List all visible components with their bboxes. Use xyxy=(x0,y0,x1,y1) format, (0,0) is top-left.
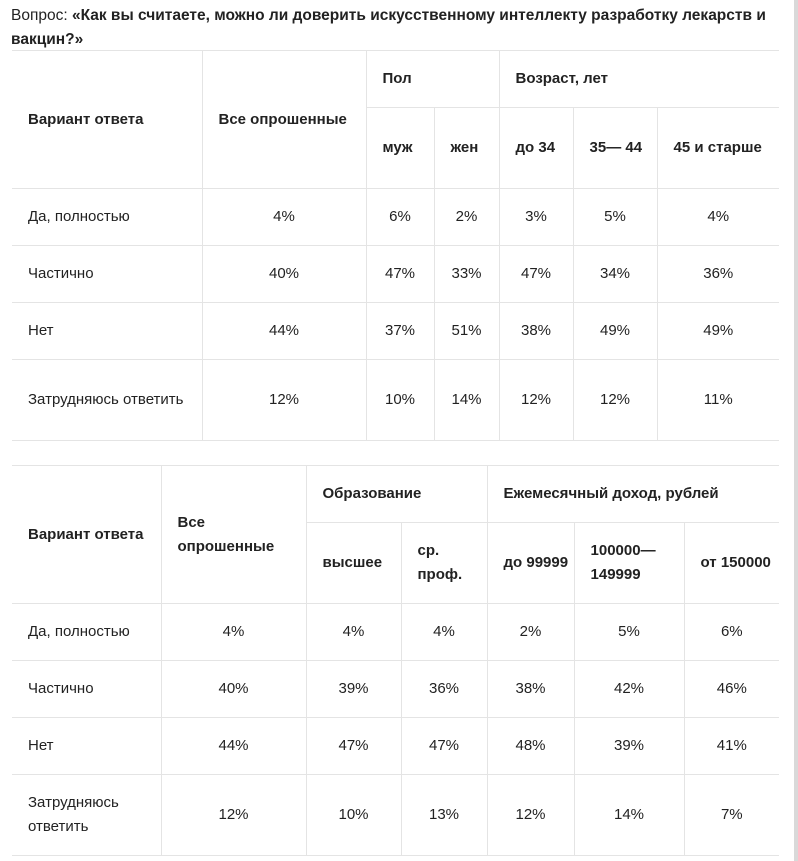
cell: 12% xyxy=(202,360,366,441)
cell: 47% xyxy=(499,246,573,303)
cell: 7% xyxy=(684,775,779,856)
header-age-under34: до 34 xyxy=(499,108,573,189)
cell: 12% xyxy=(161,775,306,856)
cell: 10% xyxy=(306,775,401,856)
table-education-income xyxy=(12,465,779,856)
header-all: Все опрошенные xyxy=(161,466,306,604)
table-row xyxy=(12,604,779,661)
cell: 42% xyxy=(574,661,684,718)
row-label: Частично xyxy=(12,661,161,718)
cell: 44% xyxy=(161,718,306,775)
table-row xyxy=(12,661,779,718)
header-income-100k-150k: 100000— 149999 xyxy=(574,523,684,604)
cell: 4% xyxy=(202,189,366,246)
cell: 14% xyxy=(574,775,684,856)
cell: 36% xyxy=(401,661,487,718)
cell: 10% xyxy=(366,360,434,441)
table-row xyxy=(12,246,779,303)
cell: 12% xyxy=(487,775,574,856)
cell: 5% xyxy=(573,189,657,246)
scrollbar[interactable] xyxy=(794,0,798,861)
cell: 44% xyxy=(202,303,366,360)
header-female: жен xyxy=(434,108,499,189)
cell: 14% xyxy=(434,360,499,441)
cell: 11% xyxy=(657,360,779,441)
header-answer: Вариант ответа xyxy=(12,51,202,189)
cell: 5% xyxy=(574,604,684,661)
cell: 47% xyxy=(366,246,434,303)
row-label: Нет xyxy=(12,718,161,775)
header-income-under100k: до 99999 xyxy=(487,523,574,604)
table-row xyxy=(12,303,779,360)
header-income: Ежемесячный доход, рублей xyxy=(487,466,779,523)
cell: 12% xyxy=(573,360,657,441)
cell: 39% xyxy=(574,718,684,775)
cell: 6% xyxy=(366,189,434,246)
cell: 12% xyxy=(499,360,573,441)
cell: 40% xyxy=(202,246,366,303)
cell: 37% xyxy=(366,303,434,360)
row-label: Затрудняюсь ответить xyxy=(12,360,202,441)
question-lead: Вопрос: xyxy=(11,7,72,24)
header-income-150kplus: от 150000 xyxy=(684,523,779,604)
header-age-45plus: 45 и старше xyxy=(657,108,779,189)
cell: 13% xyxy=(401,775,487,856)
cell: 2% xyxy=(434,189,499,246)
cell: 4% xyxy=(306,604,401,661)
header-gender: Пол xyxy=(366,51,499,108)
row-label: Частично xyxy=(12,246,202,303)
header-age-35-44: 35— 44 xyxy=(573,108,657,189)
survey-question xyxy=(11,4,781,52)
cell: 49% xyxy=(573,303,657,360)
row-label: Нет xyxy=(12,303,202,360)
table-row xyxy=(12,718,779,775)
cell: 3% xyxy=(499,189,573,246)
cell: 6% xyxy=(684,604,779,661)
header-education-higher: высшее xyxy=(306,523,401,604)
cell: 33% xyxy=(434,246,499,303)
header-education-vocational: ср. проф. xyxy=(401,523,487,604)
header-education: Образование xyxy=(306,466,487,523)
cell: 38% xyxy=(499,303,573,360)
header-male: муж xyxy=(366,108,434,189)
cell: 4% xyxy=(161,604,306,661)
cell: 40% xyxy=(161,661,306,718)
header-all: Все опрошенные xyxy=(202,51,366,189)
table-row xyxy=(12,775,779,856)
cell: 4% xyxy=(657,189,779,246)
cell: 49% xyxy=(657,303,779,360)
cell: 47% xyxy=(401,718,487,775)
cell: 2% xyxy=(487,604,574,661)
cell: 46% xyxy=(684,661,779,718)
table-row xyxy=(12,360,779,441)
row-label: Да, полностью xyxy=(12,604,161,661)
cell: 38% xyxy=(487,661,574,718)
row-label: Затрудняюсь ответить xyxy=(12,775,161,856)
header-answer: Вариант ответа xyxy=(12,466,161,604)
cell: 34% xyxy=(573,246,657,303)
cell: 47% xyxy=(306,718,401,775)
question-text: «Как вы считаете, можно ли доверить искусственному интеллекту разработку лекарств и вакцин?» xyxy=(11,7,766,48)
table-gender-age xyxy=(12,50,779,441)
cell: 39% xyxy=(306,661,401,718)
header-age: Возраст, лет xyxy=(499,51,779,108)
table-row xyxy=(12,189,779,246)
cell: 48% xyxy=(487,718,574,775)
row-label: Да, полностью xyxy=(12,189,202,246)
cell: 4% xyxy=(401,604,487,661)
cell: 51% xyxy=(434,303,499,360)
cell: 36% xyxy=(657,246,779,303)
cell: 41% xyxy=(684,718,779,775)
